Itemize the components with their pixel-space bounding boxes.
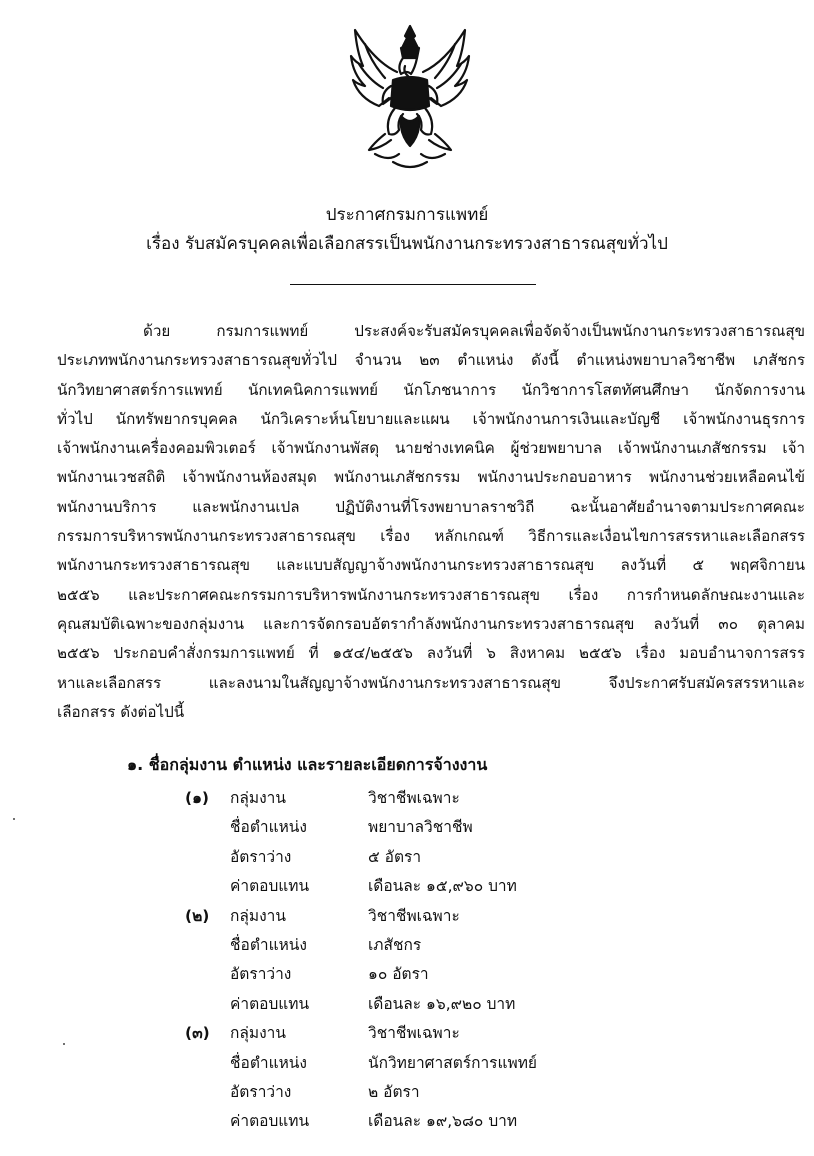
scan-speck — [63, 1043, 65, 1045]
salary-value: เดือนละ ๑๕,๙๖๐ บาท — [368, 877, 517, 896]
announcement-subject: เรื่อง รับสมัครบุคคลเพื่อเลือกสรรเป็นพนักงานกระทรวงสาธารณสุขทั่วไป — [146, 234, 668, 254]
group-value: วิชาชีพเฉพาะ — [368, 1024, 460, 1043]
position-number: (๑) — [185, 789, 210, 807]
position-vacancy-row — [0, 1078, 814, 1107]
paragraph-line: เลือกสรร ดังต่อไปนี้ — [57, 702, 185, 721]
vacancies-label: อัตราว่าง — [230, 847, 292, 866]
position-label: ชื่อตำแหน่ง — [230, 1053, 307, 1072]
position-group-row — [0, 784, 814, 813]
paragraph-line: ประเภทพนักงานกระทรวงสาธารณสุขทั่วไป จำนวน ๒๓ ตำแหน่ง ดังนี้ ตำแหน่งพยาบาลวิชาชีพ เภสัชกร — [57, 351, 805, 370]
vacancies-value: ๒ อัตรา — [368, 1082, 420, 1101]
position-vacancy-row — [0, 960, 814, 989]
section-heading: ๑. ชื่อกลุ่มงาน ตำแหน่ง และรายละเอียดการจ้างงาน — [127, 755, 488, 774]
group-label: กลุ่มงาน — [230, 789, 286, 807]
vacancies-label: อัตราว่าง — [230, 1082, 292, 1101]
title-divider — [290, 284, 536, 285]
position-number: (๓) — [185, 1024, 210, 1043]
paragraph-line: พนักงานกระทรวงสาธารณสุข และแบบสัญญาจ้างพนักงานกระทรวงสาธารณสุข ลงวันที่ ๕ พฤศจิกายน — [57, 556, 805, 575]
position-group-row — [0, 902, 814, 931]
scan-speck — [13, 818, 15, 820]
salary-label: ค่าตอบแทน — [230, 877, 310, 896]
paragraph-line: พนักงานเวชสถิติ เจ้าพนักงานห้องสมุด พนักงานเภสัชกรรม พนักงานประกอบอาหาร พนักงานช่วยเหลือคนไข้ — [57, 468, 805, 487]
position-salary-row — [0, 872, 814, 901]
position-label: ชื่อตำแหน่ง — [230, 818, 307, 837]
paragraph-line: คุณสมบัติเฉพาะของกลุ่มงาน และการจัดกรอบอัตรากำลังพนักงานกระทรวงสาธารณสุข ลงวันที่ ๓๐ ตุลาคม — [57, 614, 805, 633]
paragraph-line: นักวิทยาศาสตร์การแพทย์ นักเทคนิคการแพทย์ นักโภชนาการ นักวิชาการโสตทัศนศึกษา นักจัดการงาน — [57, 380, 805, 399]
position-title-row — [0, 813, 814, 842]
salary-value: เดือนละ ๑๖,๙๒๐ บาท — [368, 994, 516, 1013]
position-vacancy-row — [0, 843, 814, 872]
position-title-row — [0, 1049, 814, 1078]
garuda-emblem-icon — [345, 22, 475, 174]
position-number: (๒) — [185, 906, 210, 925]
paragraph-line: ด้วย กรมการแพทย์ ประสงค์จะรับสมัครบุคคลเพื่อจัดจ้างเป็นพนักงานกระทรวงสาธารณสุข — [143, 322, 805, 340]
group-label: กลุ่มงาน — [230, 906, 286, 925]
group-value: วิชาชีพเฉพาะ — [368, 789, 460, 807]
salary-value: เดือนละ ๑๙,๖๘๐ บาท — [368, 1112, 518, 1131]
paragraph-line: กรรมการบริหารพนักงานกระทรวงสาธารณสุข เรื่อง หลักเกณฑ์ วิธีการและเงื่อนไขการสรรหาและเลือกสรร — [57, 527, 805, 546]
position-label: ชื่อตำแหน่ง — [230, 935, 307, 954]
paragraph-line: ๒๕๕๖ ประกอบคำสั่งกรมการแพทย์ ที่ ๑๕๔/๒๕๕๖ ลงวันที่ ๖ สิงหาคม ๒๕๕๖ เรื่อง มอบอำนาจการสรร — [57, 644, 805, 663]
position-value: พยาบาลวิชาชีพ — [368, 818, 473, 837]
paragraph-line: ๒๕๕๖ และประกาศคณะกรรมการบริหารพนักงานกระทรวงสาธารณสุข เรื่อง การกำหนดลักษณะงานและ — [57, 585, 805, 604]
body-paragraph — [57, 317, 805, 727]
position-title-row — [0, 931, 814, 960]
announcement-title: ประกาศกรมการแพทย์ — [325, 205, 489, 225]
paragraph-line: พนักงานบริการ และพนักงานเปล ปฏิบัติงานที่โรงพยาบาลราชวิถี ฉะนั้นอาศัยอำนาจตามประกาศคณะ — [57, 497, 805, 516]
position-value: นักวิทยาศาสตร์การแพทย์ — [368, 1053, 538, 1072]
vacancies-value: ๕ อัตรา — [368, 847, 422, 866]
position-value: เภสัชกร — [368, 935, 422, 954]
vacancies-label: อัตราว่าง — [230, 965, 292, 984]
salary-label: ค่าตอบแทน — [230, 1112, 310, 1131]
group-label: กลุ่มงาน — [230, 1024, 286, 1043]
salary-label: ค่าตอบแทน — [230, 994, 310, 1013]
position-group-row — [0, 1019, 814, 1048]
paragraph-line: หาและเลือกสรร และลงนามในสัญญาจ้างพนักงานกระทรวงสาธารณสุข จึงประกาศรับสมัครสรรหาและ — [57, 673, 805, 692]
position-salary-row — [0, 1107, 814, 1136]
group-value: วิชาชีพเฉพาะ — [368, 906, 460, 925]
paragraph-line: ทั่วไป นักทรัพยากรบุคคล นักวิเคราะห์นโยบายและแผน เจ้าพนักงานการเงินและบัญชี เจ้าพนักงานธุรการ — [57, 409, 805, 428]
positions-list — [0, 784, 814, 1137]
paragraph-line: เจ้าพนักงานเครื่องคอมพิวเตอร์ เจ้าพนักงานพัสดุ นายช่างเทคนิค ผู้ช่วยพยาบาล เจ้าพนักงานเภสัชกรรม เจ้า — [57, 439, 805, 458]
vacancies-value: ๑๐ อัตรา — [368, 965, 429, 984]
position-salary-row — [0, 990, 814, 1019]
